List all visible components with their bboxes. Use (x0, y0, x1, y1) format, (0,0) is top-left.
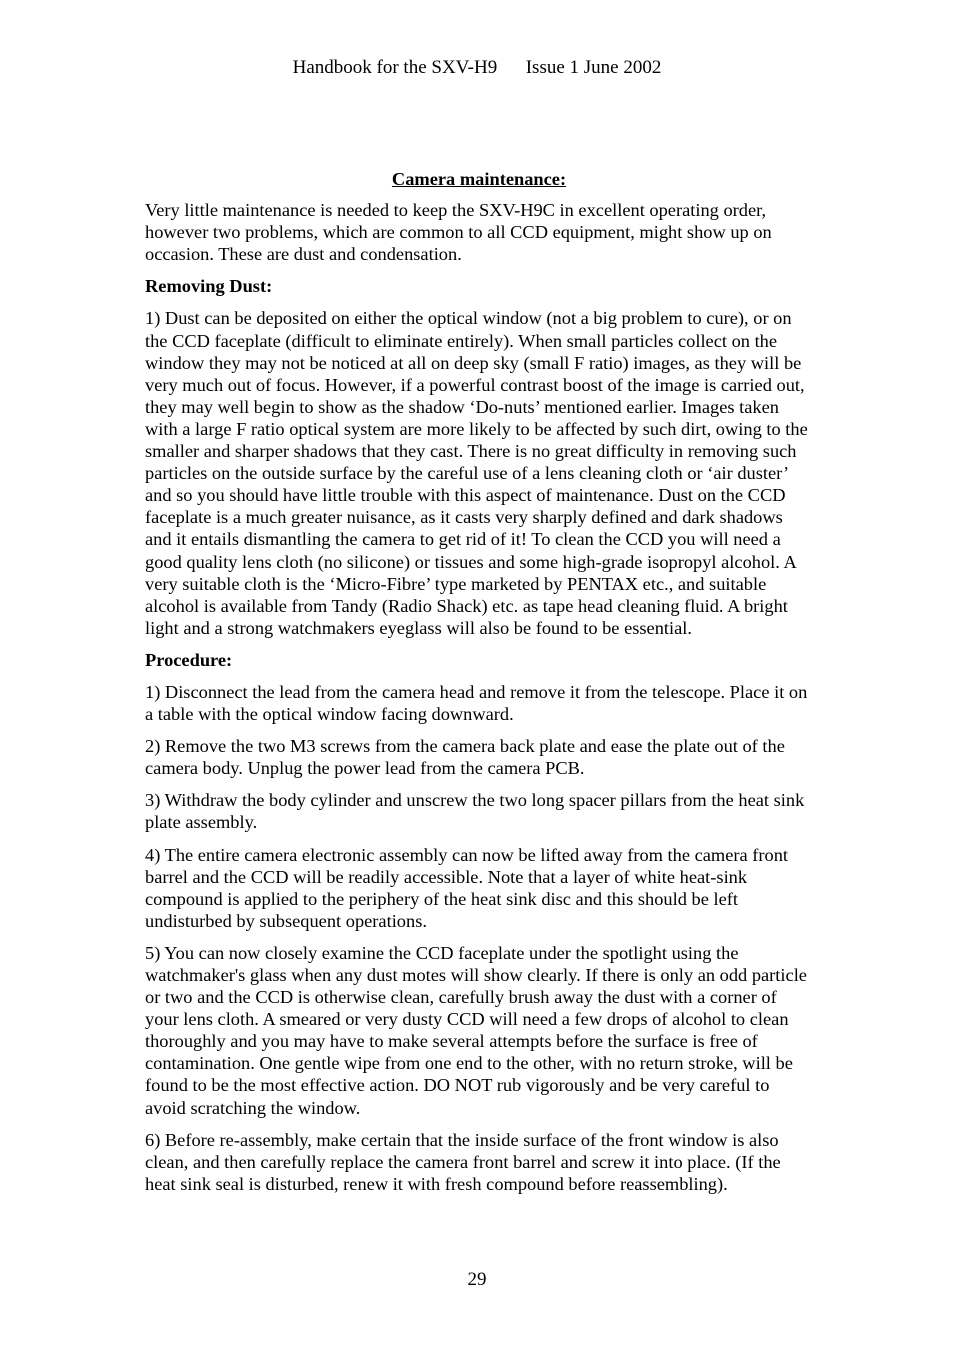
removing-dust-paragraph: 1) Dust can be deposited on either the optical window (not a big problem to cure), or on the CCD faceplate (difficult to eliminate entirely). When small particles collect on the window they may not be noticed at all on deep sky (small F ratio) images, as they will be very much out of focus. However, if a powerful contrast boost of the image is carried out, they may well begin to show as the shadow ‘Do-nuts’ mentioned earlier. Images taken with a large F ratio optical system are more likely to be affected by such dirt, owing to the smaller and sharper shadows that they cast. There is no great difficulty in removing such particles on the outside surface by the careful use of a lens cleaning cloth or ‘air duster’ and so you should have little trouble with this aspect of maintenance. Dust on the CCD faceplate is a much greater nuisance, as it casts very sharply defined and dark shadows and it entails dismantling the camera to get rid of it! To clean the CCD you will need a good quality lens cloth (no silicone) or tissues and some high-grade isopropyl alcohol. A very suitable cloth is the ‘Micro-Fibre’ type marketed by PENTAX etc., and suitable alcohol is available from Tandy (Radio Shack) etc. as tape head cleaning fluid. A bright light and a strong watchmakers eyeglass will also be found to be essential. (145, 308, 808, 638)
intro-paragraph: Very little maintenance is needed to keep the SXV-H9C in excellent operating order, however two problems, which are common to all CCD equipment, might show up on occasion. These are dust and condensation. (145, 200, 772, 265)
page-content (145, 168, 813, 1205)
removing-dust-heading: Removing Dust: (145, 276, 273, 297)
procedure-step: 3) Withdraw the body cylinder and unscrew the two long spacer pillars from the heat sink plate assembly. (145, 790, 805, 833)
handbook-title: Handbook for the SXV-H9 (292, 57, 498, 78)
procedure-step: 4) The entire camera electronic assembly can now be lifted away from the camera front barrel and the CCD will be readily accessible. Note that a layer of white heat-sink compound is applied to the periphery of the heat sink disc and this should be left undisturbed by subsequent operations. (145, 844, 789, 931)
page-header (0, 56, 954, 80)
procedure-step: 5) You can now closely examine the CCD faceplate under the spotlight using the watchmaker's glass when any dust motes will show clearly. If there is only an odd particle or two and the CCD is otherwise clean, carefully brush away the dust with a corner of your lens cloth. A smeared or very dusty CCD will need a few drops of alcohol to clean thoroughly and you may have to make several attempts before the surface is free of contamination. One gentle wipe from one end to the other, with no return stroke, will be found to be the most effective action. DO NOT rub vigorously and be very careful to avoid scratching the window. (145, 942, 807, 1118)
issue-date: Issue 1 June 2002 (525, 57, 662, 78)
procedure-heading: Procedure: (145, 649, 233, 670)
procedure-step: 6) Before re-assembly, make certain that the inside surface of the front window is also clean, and then carefully replace the camera front barrel and screw it into place. (If the heat sink seal is disturbed, renew it with fresh compound before reassembling). (145, 1129, 781, 1194)
procedure-step: 2) Remove the two M3 screws from the camera back plate and ease the plate out of the camera body. Unplug the power lead from the camera PCB. (145, 736, 785, 779)
section-title: Camera maintenance: (391, 169, 567, 189)
procedure-step: 1) Disconnect the lead from the camera head and remove it from the telescope. Place it on a table with the optical window facing downward. (145, 681, 808, 725)
page-number: 29 (467, 1269, 487, 1290)
